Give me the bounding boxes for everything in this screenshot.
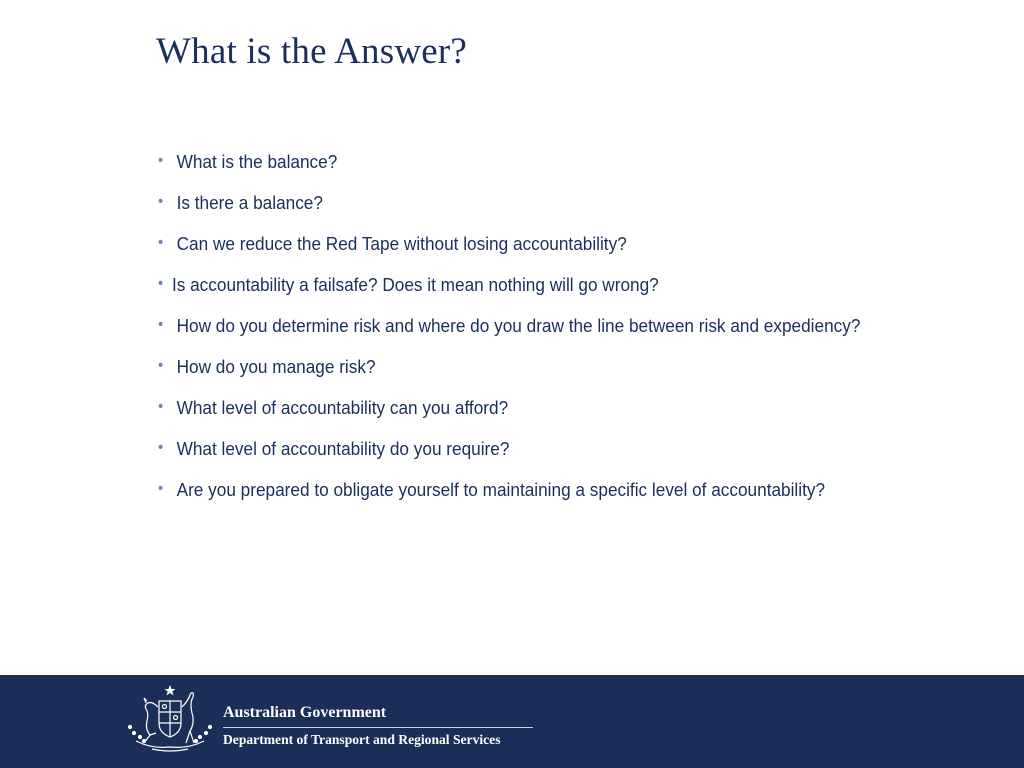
footer-divider: [223, 727, 533, 728]
bullet-text: How do you determine risk and where do you draw the line between risk and expediency?: [176, 315, 861, 336]
bullet-icon: •: [158, 193, 164, 210]
bullet-icon: •: [158, 316, 164, 333]
slide-title: What is the Answer?: [156, 31, 468, 72]
bullet-list: [158, 150, 913, 519]
bullet-text: What level of accountability can you afford?: [176, 397, 509, 418]
bullet-icon: •: [158, 152, 164, 169]
government-name: Australian Government: [223, 704, 387, 721]
bullet-item: [158, 478, 860, 519]
department-name: Department of Transport and Regional Services: [223, 733, 501, 748]
bullet-icon: •: [158, 439, 164, 456]
bullet-item: [158, 273, 860, 314]
bullet-text: Is accountability a failsafe? Does it mean nothing will go wrong?: [171, 274, 659, 295]
bullet-text: Is there a balance?: [176, 192, 323, 213]
bullet-item: [158, 355, 860, 396]
bullet-icon: •: [158, 398, 164, 415]
bullet-text: Can we reduce the Red Tape without losing accountability?: [176, 233, 627, 254]
bullet-icon: •: [158, 234, 164, 251]
bullet-text: Are you prepared to obligate yourself to maintaining a specific level of accountability?: [176, 479, 826, 500]
bullet-item: [158, 150, 860, 191]
bullet-item: [158, 191, 860, 232]
bullet-text: How do you manage risk?: [176, 356, 376, 377]
bullet-icon: •: [158, 480, 164, 497]
bullet-item: [158, 437, 860, 478]
bullet-item: [158, 314, 860, 355]
bullet-item: [158, 396, 860, 437]
bullet-item: [158, 232, 860, 273]
bullet-icon: •: [158, 357, 164, 374]
bullet-text: What level of accountability do you require?: [176, 438, 510, 459]
bullet-icon: •: [158, 275, 164, 292]
bullet-text: What is the balance?: [176, 151, 338, 172]
coat-of-arms-icon: [122, 683, 218, 755]
